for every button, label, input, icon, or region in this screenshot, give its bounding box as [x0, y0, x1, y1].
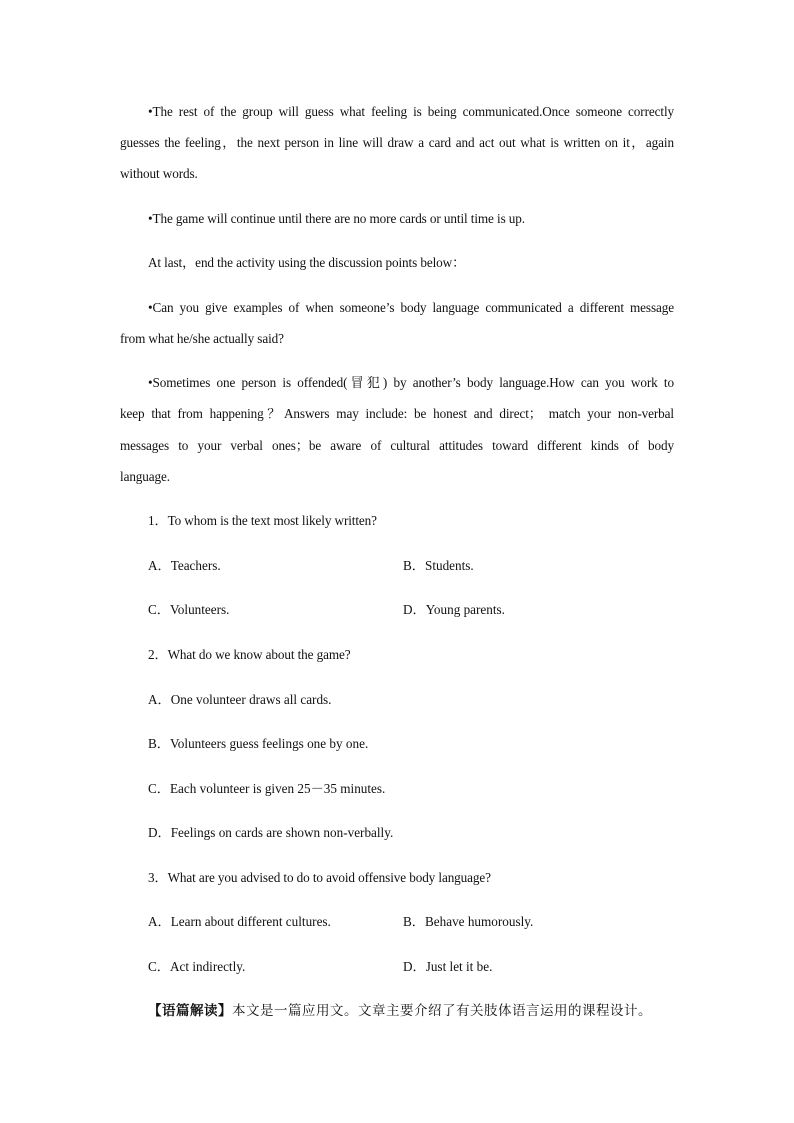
- answer-option: D．Young parents.: [403, 602, 505, 617]
- paragraph-line: without words.: [120, 166, 198, 181]
- answer-option: C．Each volunteer is given 25－35 minutes.: [148, 781, 386, 796]
- analysis-text: 本文是一篇应用文。文章主要介绍了有关肢体语言运用的课程设计。: [232, 1003, 652, 1019]
- analysis-label: 【语篇解读】: [148, 1003, 232, 1019]
- paragraph-line: messages to your verbal ones；be aware of cultural attitudes toward different kinds of body: [120, 438, 674, 453]
- paragraph-line: •The game will continue until there are no more cards or until time is up.: [148, 211, 525, 226]
- question-stem: 2．What do we know about the game?: [148, 647, 351, 662]
- analysis-note: [148, 1001, 652, 1021]
- paragraph-line: •Can you give examples of when someone’s body language communicated a different message: [148, 300, 674, 315]
- answer-option: A．One volunteer draws all cards.: [148, 692, 332, 707]
- answer-option: A．Teachers.: [148, 558, 221, 573]
- answer-option: B．Students.: [403, 558, 474, 573]
- answer-option: D．Feelings on cards are shown non-verbally.: [148, 825, 394, 840]
- answer-option: C．Act indirectly.: [148, 959, 246, 974]
- answer-option: D．Just let it be.: [403, 959, 493, 974]
- answer-option: B．Volunteers guess feelings one by one.: [148, 736, 369, 751]
- answer-option: A．Learn about different cultures.: [148, 914, 331, 929]
- question-stem: 1．To whom is the text most likely written?: [148, 513, 377, 528]
- paragraph-line: from what he/she actually said?: [120, 331, 284, 346]
- paragraph-line: •The rest of the group will guess what feeling is being communicated.Once someone correctly: [148, 104, 674, 119]
- paragraph-line: keep that from happening？Answers may include: be honest and direct； match your non-verbal: [120, 406, 674, 421]
- paragraph-line: guesses the feeling，the next person in line will draw a card and act out what is written on it，again: [120, 135, 674, 150]
- paragraph-line: At last，end the activity using the discussion points below：: [148, 255, 466, 270]
- paragraph-line: •Sometimes one person is offended(冒犯) by another’s body language.How can you work to: [148, 375, 674, 390]
- answer-option: C．Volunteers.: [148, 602, 230, 617]
- paragraph-line: language.: [120, 469, 170, 484]
- question-stem: 3．What are you advised to do to avoid offensive body language?: [148, 870, 491, 885]
- answer-option: B．Behave humorously.: [403, 914, 534, 929]
